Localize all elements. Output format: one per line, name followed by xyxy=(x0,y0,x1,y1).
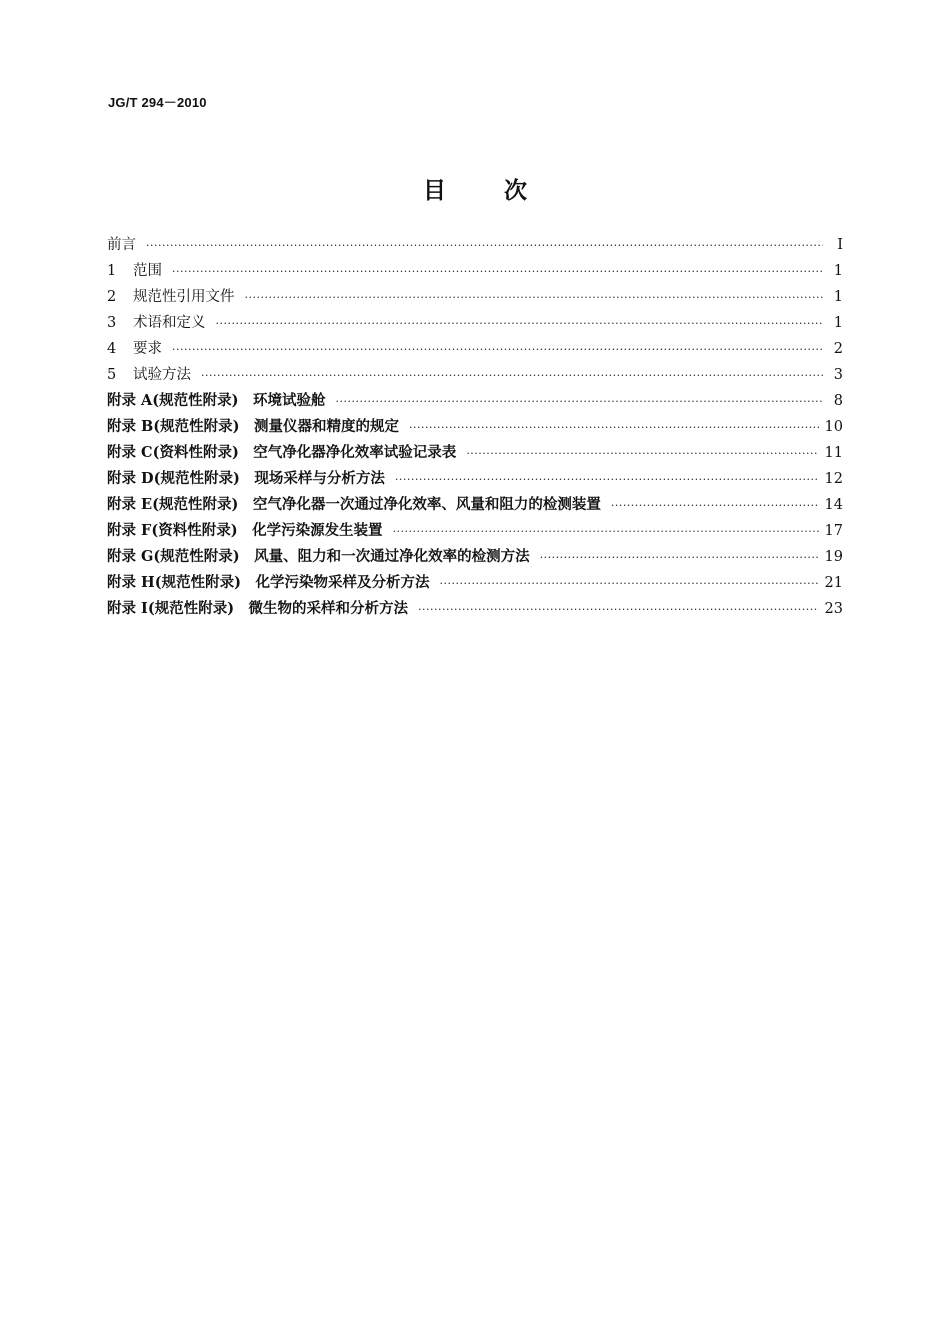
toc-entry-number: 1 xyxy=(107,263,117,279)
toc-entry-label xyxy=(107,466,385,492)
toc-page-number: 2 xyxy=(833,341,843,357)
standard-code: JG/T 294－2010 xyxy=(108,95,207,110)
toc-entry-label xyxy=(107,232,136,258)
toc-entry-text: 附录 B(规范性附录) 测量仪器和精度的规定 xyxy=(107,418,400,435)
toc-entry[interactable] xyxy=(107,492,843,518)
toc-dot-leader xyxy=(216,311,824,337)
toc-page-number: 10 xyxy=(824,419,843,435)
toc-entry-text: 附录 H(规范性附录) 化学污染物采样及分析方法 xyxy=(107,574,430,591)
toc-entry-label xyxy=(107,570,429,596)
toc-page-number: 21 xyxy=(824,575,843,591)
toc-entry-label xyxy=(107,440,456,466)
toc-entry[interactable] xyxy=(107,414,843,440)
toc-dot-leader xyxy=(466,441,818,467)
toc-page-number: 14 xyxy=(824,497,843,513)
toc-entry-label xyxy=(107,284,235,310)
toc-page-number: 3 xyxy=(833,367,843,383)
toc-entry-text: 试验方法 xyxy=(133,367,191,383)
toc-dot-leader xyxy=(245,285,824,311)
toc-entry-label xyxy=(107,310,206,336)
toc-entry-text: 附录 F(资料性附录) 化学污染源发生装置 xyxy=(107,522,383,539)
toc-entry-text: 附录 D(规范性附录) 现场采样与分析方法 xyxy=(107,470,385,487)
toc-entry[interactable] xyxy=(107,518,843,544)
toc-entry-label xyxy=(107,518,383,544)
toc-entry-text: 附录 G(规范性附录) 风量、阻力和一次通过净化效率的检测方法 xyxy=(107,548,530,565)
toc-page-number: Ⅰ xyxy=(837,237,843,253)
toc-entry[interactable] xyxy=(107,284,843,310)
toc-page-number: 1 xyxy=(833,315,843,331)
toc-page-number: 8 xyxy=(833,393,843,409)
toc-entry-text: 前言 xyxy=(107,237,136,253)
toc-entry[interactable] xyxy=(107,336,843,362)
toc-entry-text: 规范性引用文件 xyxy=(133,289,235,305)
toc-entry-text: 范围 xyxy=(133,263,162,279)
toc-entry-text: 术语和定义 xyxy=(133,315,206,331)
toc-entry[interactable] xyxy=(107,362,843,388)
toc-entry-label xyxy=(107,414,399,440)
toc-entry[interactable] xyxy=(107,440,843,466)
toc-entry-label xyxy=(107,336,162,362)
toc-entry[interactable] xyxy=(107,466,843,492)
toc-page-number: 23 xyxy=(824,601,843,617)
toc-entry-label xyxy=(107,258,162,284)
toc-entry-text: 附录 C(资料性附录) 空气净化器净化效率试验记录表 xyxy=(107,444,457,461)
toc-entry-label xyxy=(107,596,408,622)
toc-entry-label xyxy=(107,388,326,414)
toc-entry[interactable] xyxy=(107,258,843,284)
toc-entry-label xyxy=(107,362,191,388)
toc-entry-number: 4 xyxy=(107,341,117,357)
toc-entry-number: 2 xyxy=(107,289,117,305)
toc-page-number: 19 xyxy=(824,549,843,565)
toc-dot-leader xyxy=(393,519,819,545)
toc-entry[interactable] xyxy=(107,570,843,596)
toc-page-number: 17 xyxy=(824,523,843,539)
toc-dot-leader xyxy=(611,493,819,519)
toc-dot-leader xyxy=(201,363,823,389)
toc-entry-number: 5 xyxy=(107,367,117,383)
toc-entry[interactable] xyxy=(107,310,843,336)
toc-entry-text: 要求 xyxy=(133,341,162,357)
toc-page-number: 1 xyxy=(833,289,843,305)
toc-page-number: 12 xyxy=(824,471,843,487)
toc-entry-text: 附录 E(规范性附录) 空气净化器一次通过净化效率、风量和阻力的检测装置 xyxy=(107,496,601,513)
toc-entry-text: 附录 I(规范性附录) 微生物的采样和分析方法 xyxy=(107,600,409,617)
toc-entry[interactable] xyxy=(107,544,843,570)
toc-entry-text: 附录 A(规范性附录) 环境试验舱 xyxy=(107,392,326,409)
toc-dot-leader xyxy=(146,233,823,259)
toc-page-number: 11 xyxy=(824,445,843,461)
toc-entry-label xyxy=(107,492,601,518)
page-title: 目次 xyxy=(423,178,585,204)
toc-dot-leader xyxy=(395,467,819,493)
toc-entry-label xyxy=(107,544,530,570)
toc-page-number: 1 xyxy=(833,263,843,279)
toc-dot-leader xyxy=(336,389,823,415)
toc-dot-leader xyxy=(418,597,818,623)
toc-dot-leader xyxy=(439,571,818,597)
toc-entry-number: 3 xyxy=(107,315,117,331)
toc-entry[interactable] xyxy=(107,388,843,414)
toc-dot-leader xyxy=(409,415,819,441)
toc-dot-leader xyxy=(540,545,819,571)
toc-entry[interactable] xyxy=(107,596,843,622)
toc-entry[interactable] xyxy=(107,232,843,258)
toc-dot-leader xyxy=(172,337,823,363)
toc-dot-leader xyxy=(172,259,823,285)
table-of-contents xyxy=(107,232,843,622)
